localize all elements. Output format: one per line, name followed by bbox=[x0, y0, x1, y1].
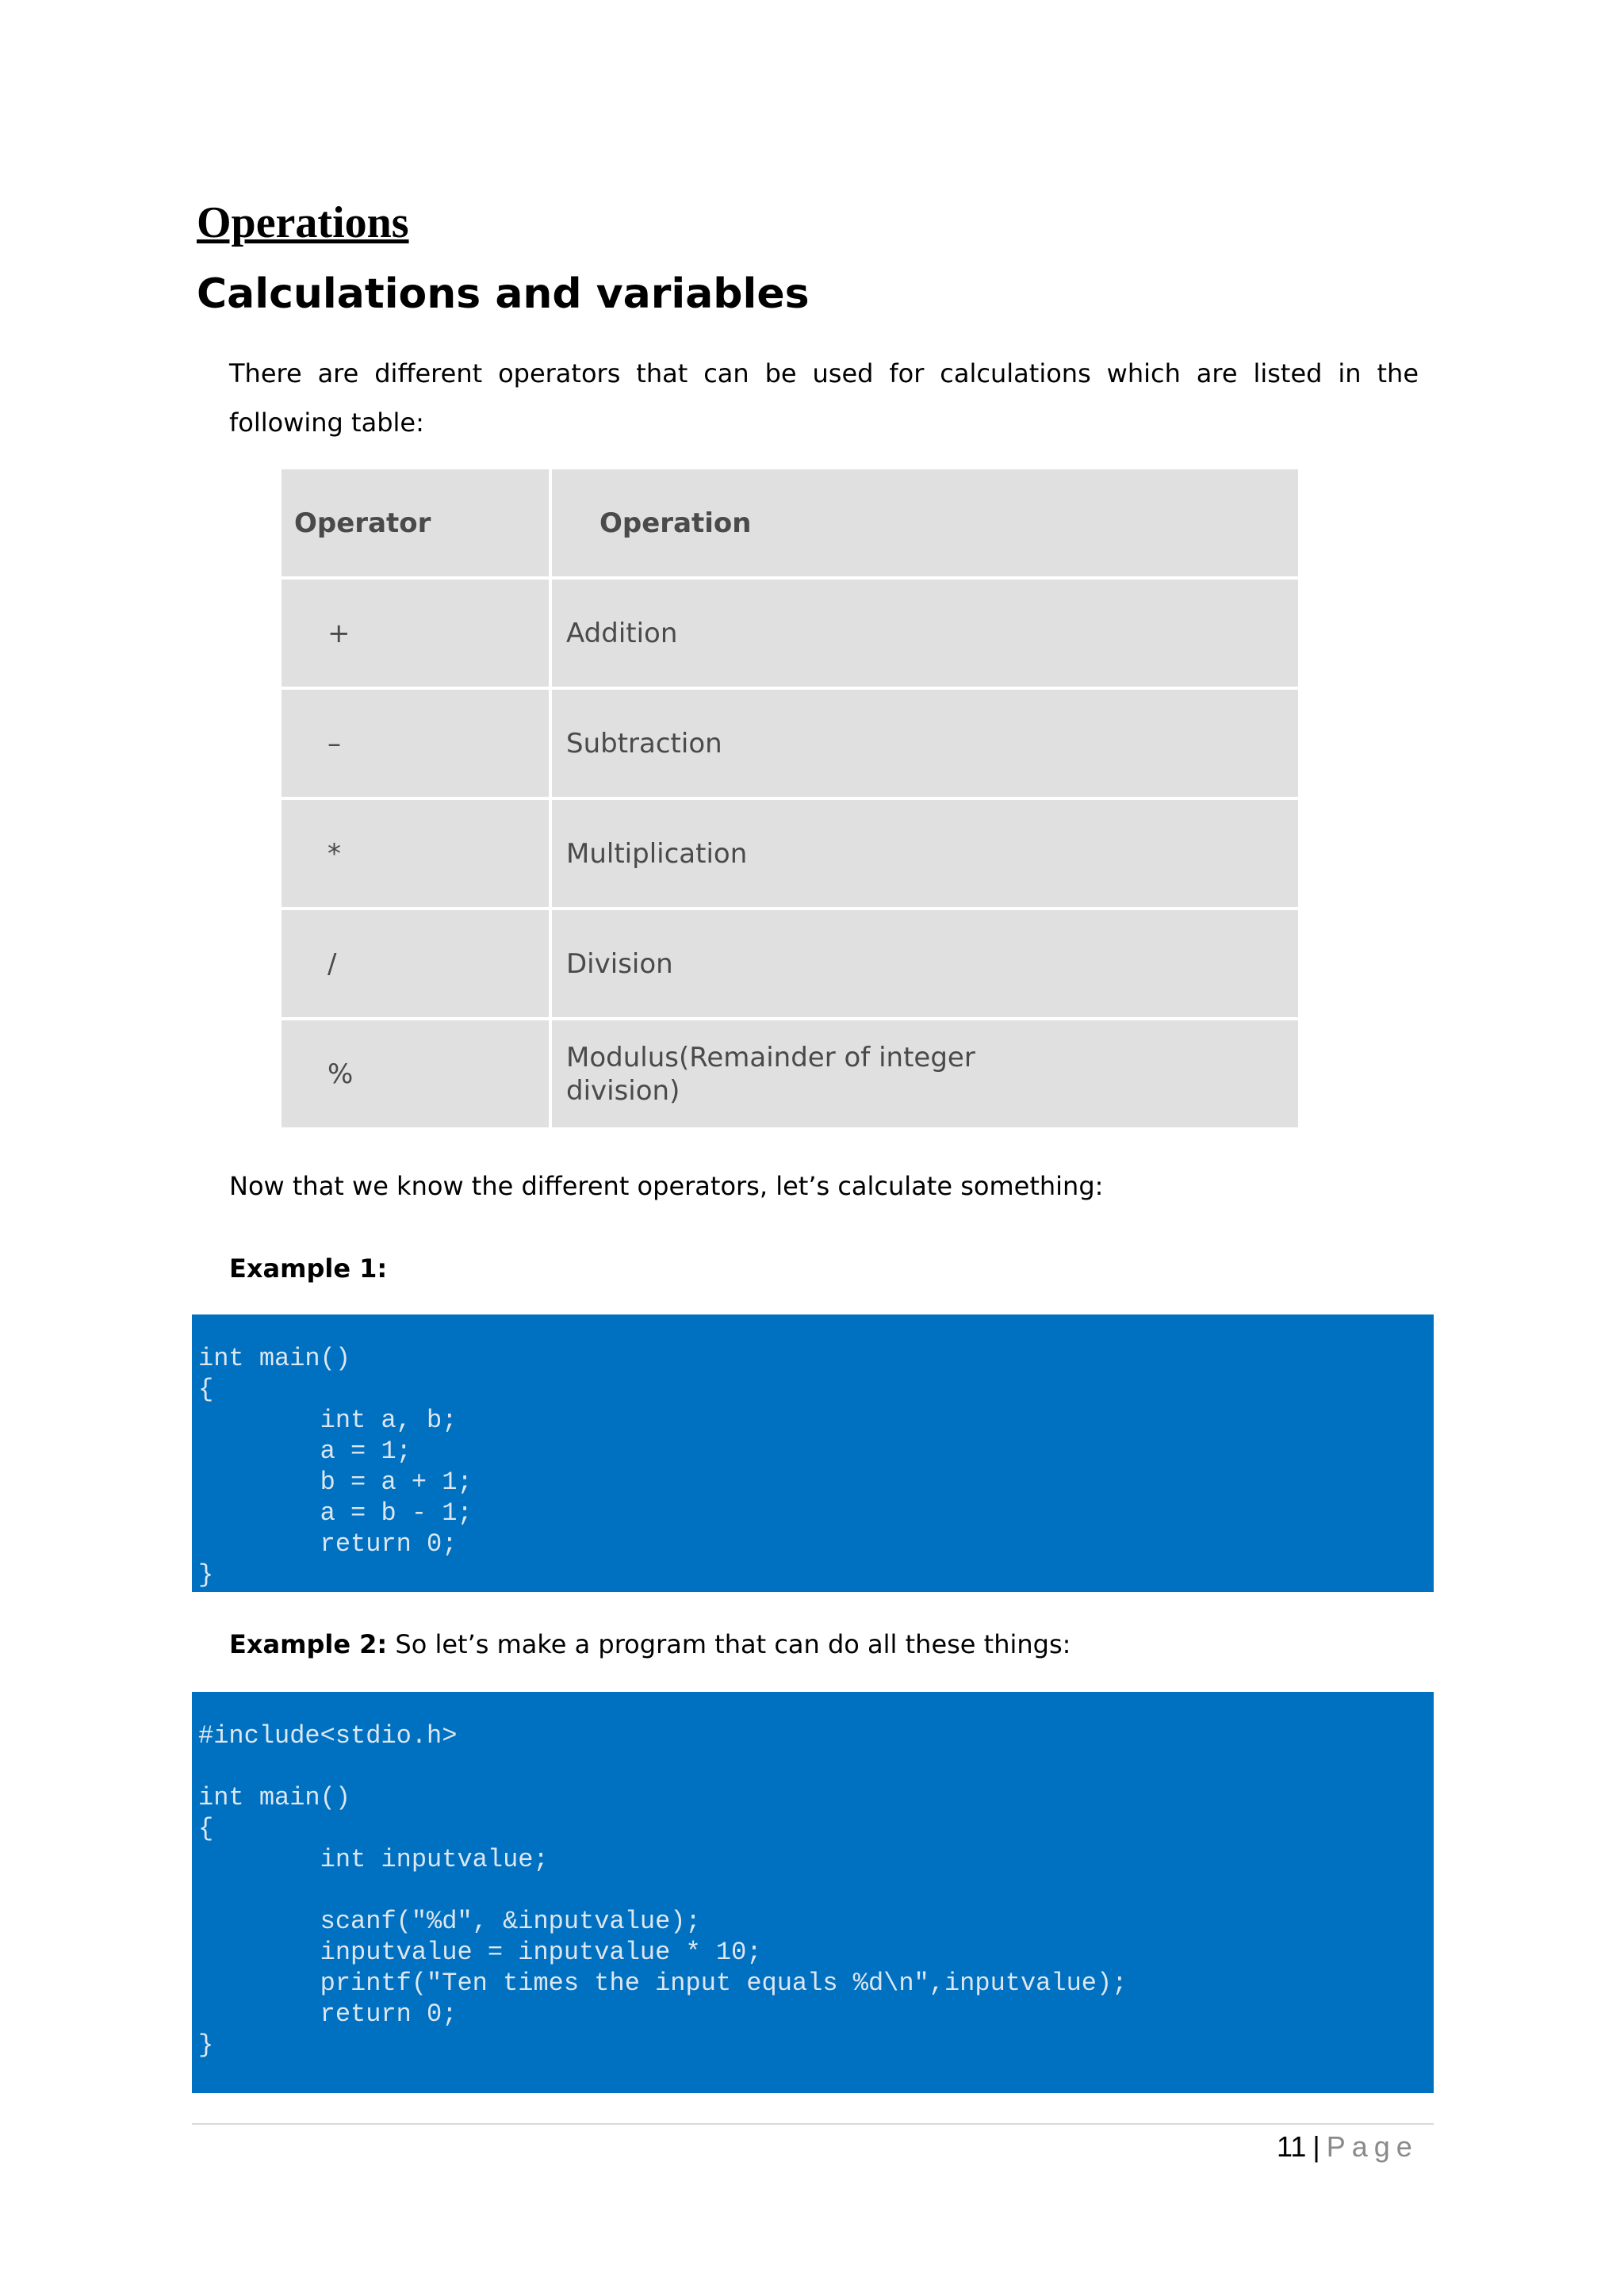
operator-cell: – bbox=[282, 690, 549, 797]
table-row bbox=[282, 1020, 1298, 1127]
operation-cell bbox=[552, 1020, 1298, 1127]
operator-cell: + bbox=[282, 580, 549, 687]
code-line: a = b - 1; bbox=[198, 1498, 473, 1528]
page-separator: | bbox=[1312, 2130, 1320, 2163]
operators-table bbox=[278, 466, 1301, 1131]
example-2-paragraph bbox=[229, 1628, 1071, 1660]
operation-cell: Division bbox=[552, 910, 1298, 1017]
code-line: int a, b; bbox=[198, 1406, 458, 1435]
table-row bbox=[282, 580, 1298, 687]
table-header-row bbox=[282, 469, 1298, 576]
code-line: a = 1; bbox=[198, 1437, 412, 1466]
code-line: { bbox=[198, 1375, 214, 1404]
code-line: inputvalue = inputvalue * 10; bbox=[198, 1938, 762, 1967]
code-line: return 0; bbox=[198, 1529, 458, 1559]
code-line: scanf("%d", &inputvalue); bbox=[198, 1907, 701, 1936]
operation-cell: Multiplication bbox=[552, 800, 1298, 907]
example-2-text: So let’s make a program that can do all these things: bbox=[387, 1629, 1071, 1659]
section-heading: Operations bbox=[197, 198, 409, 247]
operator-cell: * bbox=[282, 800, 549, 907]
operation-cell: Addition bbox=[552, 580, 1298, 687]
code-line: int inputvalue; bbox=[198, 1845, 549, 1874]
subsection-heading: Calculations and variables bbox=[197, 270, 810, 318]
operation-cell: Subtraction bbox=[552, 690, 1298, 797]
code-line: { bbox=[198, 1814, 214, 1843]
code-line: return 0; bbox=[198, 1999, 458, 2029]
code-block-example-2 bbox=[192, 1692, 1434, 2093]
column-header-operation: Operation bbox=[552, 469, 1298, 576]
transition-paragraph: Now that we know the different operators, let’s calculate something: bbox=[229, 1171, 1104, 1201]
footer-divider bbox=[192, 2123, 1434, 2125]
table-row bbox=[282, 690, 1298, 797]
operation-cell-text: Modulus(Remainder of integer division) bbox=[566, 1041, 975, 1107]
code-line bbox=[198, 1751, 1434, 1782]
code-line: } bbox=[198, 1560, 214, 1590]
table-row bbox=[282, 800, 1298, 907]
code-line: printf("Ten times the input equals %d\n",inputvalue); bbox=[198, 1969, 1128, 1998]
table-row bbox=[282, 910, 1298, 1017]
operator-cell: % bbox=[282, 1020, 549, 1127]
example-1-label: Example 1: bbox=[229, 1253, 388, 1284]
page-word: Page bbox=[1326, 2130, 1419, 2163]
example-2-label: Example 2: bbox=[229, 1629, 388, 1659]
code-block-example-1 bbox=[192, 1314, 1434, 1592]
page-footer bbox=[1277, 2130, 1419, 2164]
operator-cell: / bbox=[282, 910, 549, 1017]
code-line: b = a + 1; bbox=[198, 1468, 473, 1497]
code-line bbox=[198, 1875, 1434, 1906]
code-line: int main() bbox=[198, 1783, 351, 1812]
code-line: } bbox=[198, 2030, 214, 2060]
page-number: 11 bbox=[1277, 2130, 1307, 2163]
code-line: #include<stdio.h> bbox=[198, 1721, 458, 1751]
intro-paragraph: There are different operators that can be used for calculations which are listed in the following table: bbox=[229, 358, 1419, 438]
column-header-operator: Operator bbox=[282, 469, 549, 576]
code-line: int main() bbox=[198, 1344, 351, 1373]
